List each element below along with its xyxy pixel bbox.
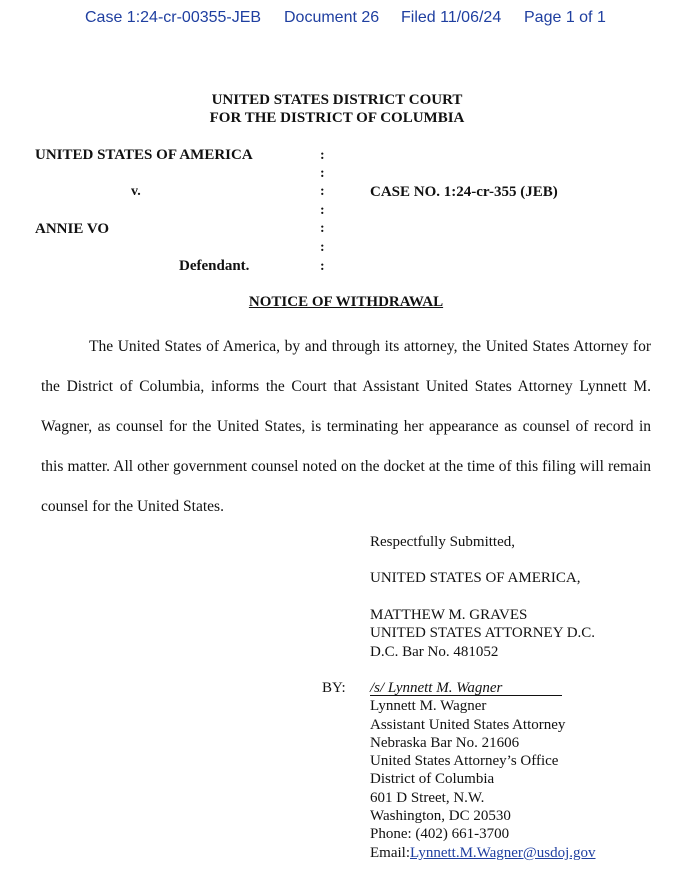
header-case-number: Case 1:24-cr-00355-JEB bbox=[85, 9, 262, 26]
office-street: 601 D Street, N.W. bbox=[370, 789, 485, 806]
signatory-title: Assistant United States Attorney bbox=[370, 716, 566, 733]
caption-defendant-role: Defendant. bbox=[179, 258, 250, 274]
party-name: UNITED STATES OF AMERICA, bbox=[370, 570, 581, 586]
header-document-number: Document 26 bbox=[284, 9, 380, 26]
court-name-line2: FOR THE DISTRICT OF COLUMBIA bbox=[209, 110, 465, 126]
us-attorney-block bbox=[370, 606, 595, 661]
signatory-name: Lynnett M. Wagner bbox=[370, 698, 487, 715]
ecf-header bbox=[0, 9, 674, 31]
signature-line bbox=[370, 695, 562, 696]
us-attorney-bar: D.C. Bar No. 481052 bbox=[370, 643, 499, 660]
case-number: CASE NO. 1:24-cr-355 (JEB) bbox=[370, 184, 558, 200]
header-filed-date: Filed 11/06/24 bbox=[401, 9, 502, 26]
body-paragraph: The United States of America, by and through its attorney, the United States Attorney for the District of Columbia, informs the Court that Assistant United States Attorney Lynnett M. Wagner, as counsel for the United States, is terminating her appearance as counsel of record in this matter. All other government counsel noted on the docket at the time of this filing will remain counsel for the United States. bbox=[41, 338, 651, 515]
caption-colon: : bbox=[320, 203, 325, 218]
closing: Respectfully Submitted, bbox=[370, 534, 515, 550]
email-link[interactable]: Lynnett.M.Wagner@usdoj.gov bbox=[410, 844, 596, 861]
electronic-signature: /s/ Lynnett M. Wagner bbox=[370, 680, 503, 696]
signatory-email-row bbox=[370, 844, 596, 862]
signatory-block bbox=[370, 679, 596, 862]
caption-defendant: ANNIE VO bbox=[35, 221, 110, 237]
us-attorney-name: MATTHEW M. GRAVES bbox=[370, 607, 528, 623]
office-district: District of Columbia bbox=[370, 771, 495, 788]
header-page-number: Page 1 of 1 bbox=[524, 9, 606, 26]
caption-colon: : bbox=[320, 259, 325, 274]
by-label: BY: bbox=[322, 680, 346, 696]
email-label: Email: bbox=[370, 844, 410, 861]
signatory-phone: Phone: (402) 661-3700 bbox=[370, 826, 510, 843]
caption-versus: v. bbox=[131, 184, 141, 199]
document-title: NOTICE OF WITHDRAWAL bbox=[248, 294, 444, 310]
caption-colon: : bbox=[320, 221, 325, 236]
office-name: United States Attorney’s Office bbox=[370, 753, 559, 770]
caption-colon: : bbox=[320, 184, 325, 199]
caption-colon: : bbox=[320, 166, 325, 181]
office-city: Washington, DC 20530 bbox=[370, 808, 511, 825]
caption-plaintiff: UNITED STATES OF AMERICA bbox=[35, 147, 253, 163]
caption-colon: : bbox=[320, 148, 325, 163]
caption-colon: : bbox=[320, 240, 325, 255]
court-name-line1: UNITED STATES DISTRICT COURT bbox=[211, 92, 463, 108]
us-attorney-title: UNITED STATES ATTORNEY D.C. bbox=[370, 625, 596, 642]
signatory-bar: Nebraska Bar No. 21606 bbox=[370, 734, 520, 751]
